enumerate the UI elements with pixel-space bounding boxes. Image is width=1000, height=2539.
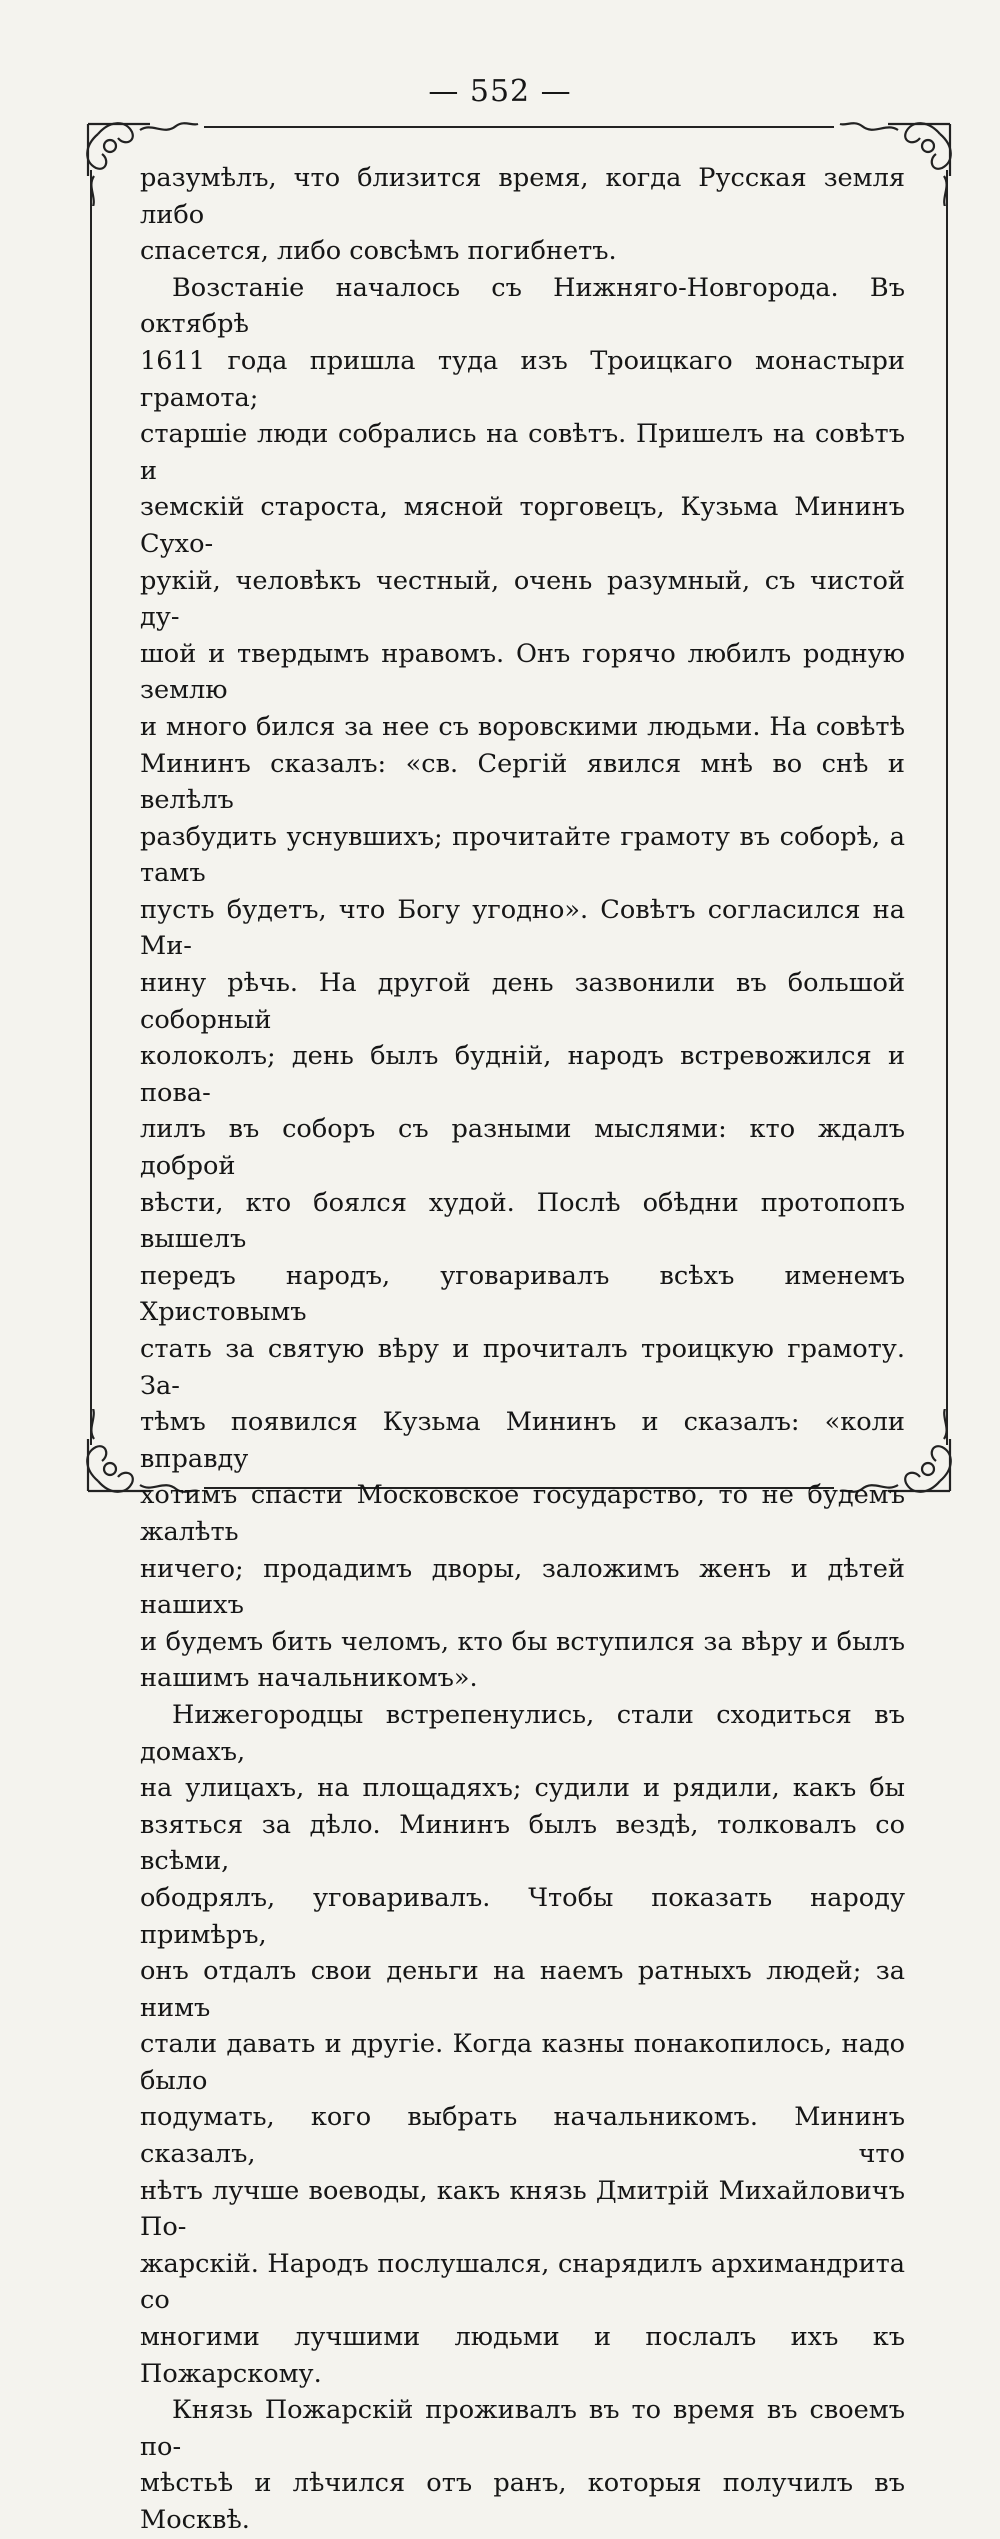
text-line: Возстаніе началось съ Нижняго-Новгорода. Въ октябрѣ [140,272,905,340]
body-text [140,160,905,2539]
border-left-line [90,170,92,1445]
text-line: вѣсти, кто боялся худой. Послѣ обѣдни протопопъ вышелъ [140,1187,905,1255]
text-line: жарскій. Народъ послушался, снарядилъ архимандрита со [140,2248,905,2316]
text-line: тѣмъ появился Кузьма Мининъ и сказалъ: «коли вправду [140,1407,905,1474]
text-line: Мининъ сказалъ: «св. Сергій явился мнѣ во снѣ и велѣлъ [140,748,905,816]
text-line: нину рѣчь. На другой день зазвонили въ большой соборный [140,968,905,1035]
text-line: многими лучшими людьми и послалъ ихъ къ Пожарскому. [140,2322,905,2389]
text-line: земскій староста, мясной торговецъ, Кузьма Мининъ Сухо- [140,492,905,559]
text-line: и много бился за нее съ воровскими людьми. На совѣтѣ [140,711,905,742]
text-line: Князь Пожарскій проживалъ въ то время въ своемъ по- [140,2395,905,2462]
text-line: Нижегородцы встрепенулись, стали сходиться въ домахъ, [140,1699,905,1767]
text-line: мѣстьѣ и лѣчился отъ ранъ, которыя получилъ въ Москвѣ. [140,2468,905,2535]
text-line: передъ народъ, уговаривалъ всѣхъ именемъ Христовымъ [140,1260,905,1328]
text-line: 1611 года пришла туда изъ Троицкаго монастыри грамота; [140,345,905,413]
text-line: хотимъ спасти Московское государство, то не будемъ жалѣть [140,1480,905,1547]
text-line: разбудить уснувшихъ; прочитайте грамоту въ соборѣ, а тамъ [140,821,905,889]
border-top-line [204,126,834,128]
text-line: нашимъ начальникомъ». [140,1663,478,1694]
text-line: пусть будетъ, что Богу угодно». Совѣтъ согласился на Ми- [140,894,905,962]
text-line: шой и твердымъ нравомъ. Онъ горячо любилъ родную землю [140,638,905,706]
text-line: нѣтъ лучше воеводы, какъ князь Дмитрій Михайловичъ По- [140,2175,905,2243]
text-line: старшіе люди собрались на совѣтъ. Пришелъ на совѣтъ и [140,419,905,486]
text-line: онъ отдалъ свои деньги на наемъ ратныхъ людей; за нимъ [140,1956,905,2023]
border-right-line [946,170,948,1445]
text-line: на улицахъ, на площадяхъ; судили и рядили, какъ бы [140,1773,905,1804]
text-line: ничего; продадимъ дворы, заложимъ женъ и дѣтей нашихъ [140,1553,905,1621]
text-line: подумать, кого выбрать начальникомъ. Мининъ сказалъ, что [140,2102,905,2170]
text-line: разумѣлъ, что близится время, когда Русская земля либо [140,163,905,230]
text-line: ободрялъ, уговаривалъ. Чтобы показать народу примѣръ, [140,1882,905,1950]
text-line: и будемъ бить челомъ, кто бы вступился за вѣру и былъ [140,1626,905,1657]
text-line: спасется, либо совсѣмъ погибнетъ. [140,236,617,267]
page-number: — 552 — [428,74,572,109]
text-line: колоколъ; день былъ будній, народъ встревожился и пова- [140,1041,905,1108]
text-line: рукій, человѣкъ честный, очень разумный, съ чистой ду- [140,565,905,633]
text-line: стали давать и другіе. Когда казны понакопилось, надо было [140,2029,905,2096]
text-line: лилъ въ соборъ съ разными мыслями: кто ждалъ доброй [140,1114,905,1182]
text-line: взяться за дѣло. Мининъ былъ вездѣ, толковалъ со всѣми, [140,1809,905,1877]
text-line: стать за святую вѣру и прочиталъ троицкую грамоту. За- [140,1334,905,1401]
